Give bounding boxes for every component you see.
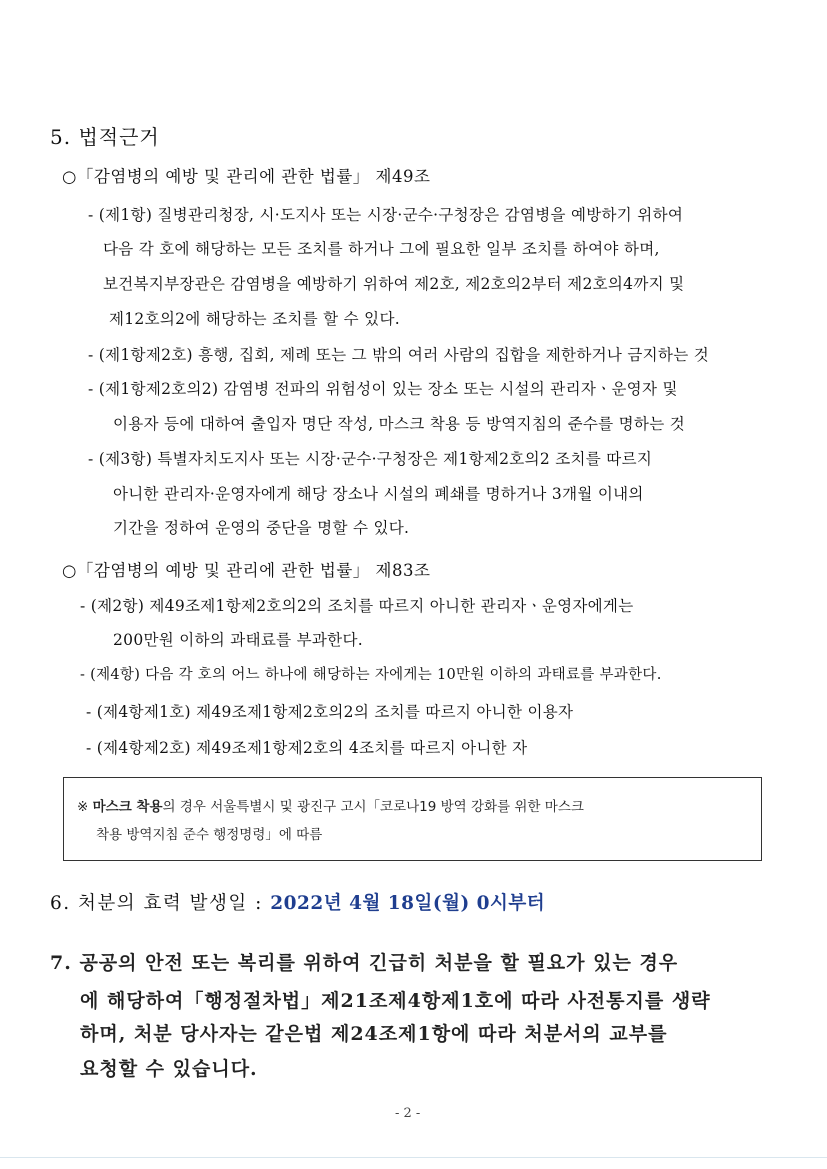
- law-49-item-2: - (제1항제2호) 흥행, 집회, 제례 또는 그 밖의 여러 사람의 집합을 제한하거나 금지하는 것: [88, 346, 709, 364]
- law-83-item-3: - (제4항제1호) 제49조제1항제2호의2의 조치를 따르지 아니한 이용자: [86, 703, 574, 721]
- reference-mark: ※: [77, 799, 89, 815]
- law-49-item-3-line-1: - (제1항제2호의2) 감염병 전파의 위험성이 있는 장소 또는 시설의 관리자ㆍ운영자 및: [88, 380, 678, 398]
- law-49-item-4-line-2: 아니한 관리자·운영자에게 해당 장소나 시설의 폐쇄를 명하거나 3개월 이내의: [113, 485, 644, 503]
- note-line-2: 착용 방역지침 준수 행정명령」에 따름: [96, 827, 323, 843]
- note-box: [63, 777, 762, 861]
- text-line: - (제1항) 질병관리청장, 시·도지사 또는 시장·군수·구청장은 감염병을 예방하기 위하여: [88, 206, 684, 224]
- law-83-item-1-line-1: - (제2항) 제49조제1항제2호의2의 조치를 따르지 아니한 관리자ㆍ운영자에게는: [80, 597, 634, 615]
- law-49-item-1-line-1: [88, 203, 760, 225]
- section-5-title: 5. 법적근거: [50, 125, 160, 149]
- note-bold-term: 마스크 착용: [92, 799, 163, 815]
- bottom-divider: [0, 1157, 827, 1158]
- law-49-item-1-line-3: 보건복지부장관은 감염병을 예방하기 위하여 제2호, 제2호의2부터 제2호의4까지 및: [103, 275, 685, 293]
- law-49-item-1-line-2: 다음 각 호에 해당하는 모든 조치를 하거나 그에 필요한 일부 조치를 하여야 하며,: [103, 240, 660, 258]
- law-49-heading: ○「감염병의 예방 및 관리에 관한 법률」 제49조: [62, 167, 431, 186]
- law-49-item-3-line-2: 이용자 등에 대하여 출입자 명단 작성, 마스크 착용 등 방역지침의 준수를 명하는 것: [113, 415, 685, 433]
- section-7-line-1: 7. 공공의 안전 또는 복리를 위하여 긴급히 처분을 할 필요가 있는 경우: [50, 952, 679, 974]
- law-49-item-4-line-3: 기간을 정하여 운영의 중단을 명할 수 있다.: [113, 519, 410, 537]
- law-83-item-4: - (제4항제2호) 제49조제1항제2호의 4조치를 따르지 아니한 자: [86, 739, 528, 757]
- law-49-item-4-line-1: - (제3항) 특별자치도지사 또는 시장·군수·구청장은 제1항제2호의2 조치를 따르지: [88, 450, 653, 468]
- section-7-line-3: 하며, 처분 당사자는 같은법 제24조제1항에 따라 처분서의 교부를: [80, 1023, 668, 1045]
- law-83-item-2: - (제4항) 다음 각 호의 어느 하나에 해당하는 자에게는 10만원 이하의 과태료를 부과한다.: [80, 667, 662, 683]
- note-line-1-text: 의 경우 서울특별시 및 광진구 고시「코로나19 방역 강화를 위한 마스크: [162, 799, 584, 815]
- section-6-label: 6. 처분의 효력 발생일 :: [50, 893, 263, 914]
- law-83-heading: ○「감염병의 예방 및 관리에 관한 법률」 제83조: [62, 561, 431, 580]
- effective-date: 2022년 4월 18일(월) 0시부터: [270, 893, 546, 914]
- section-6: [50, 889, 545, 915]
- note-line-1: [77, 795, 751, 815]
- page-number: - 2 -: [395, 1106, 421, 1121]
- section-7-line-4: 요청할 수 있습니다.: [80, 1058, 258, 1080]
- law-49-item-1-line-4: 제12호의2에 해당하는 조치를 할 수 있다.: [109, 310, 400, 328]
- section-7-line-2: 에 해당하여「행정절차법」제21조제4항제1호에 따라 사전통지를 생략: [80, 990, 711, 1012]
- law-83-item-1-line-2: 200만원 이하의 과태료를 부과한다.: [113, 631, 363, 649]
